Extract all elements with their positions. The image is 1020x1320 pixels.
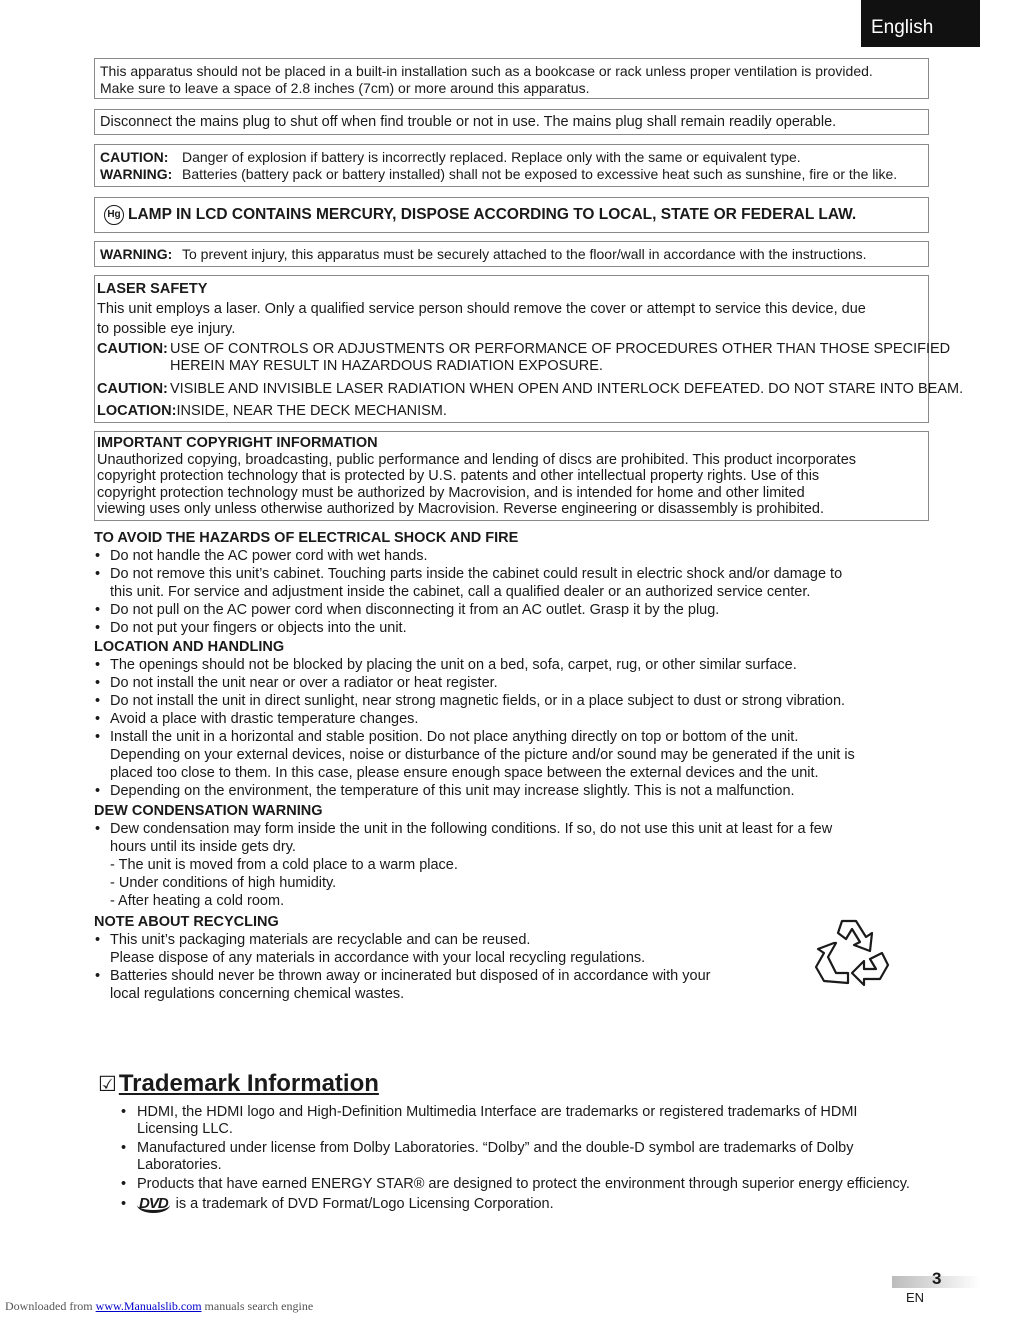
caution-text: VISIBLE AND INVISIBLE LASER RADIATION WHEN OPEN AND INTERLOCK DEFEATED. DO NOT STARE INTO BEAM. <box>170 381 964 397</box>
laser-caution-1 <box>97 341 951 358</box>
laser-caution-2 <box>97 379 964 399</box>
checkbox-icon: ☑ <box>98 1073 117 1096</box>
location-section <box>94 638 929 800</box>
location-title: LOCATION AND HANDLING <box>94 639 285 655</box>
list-item: • Do not put your fingers or objects into the unit. <box>95 620 407 636</box>
hazards-title: TO AVOID THE HAZARDS OF ELECTRICAL SHOCK AND FIRE <box>94 530 519 546</box>
list-item: • Install the unit in a horizontal and stable position. Do not place anything directly on top or bottom of the unit. Depending on your external devices, noise or disturbance of the picture and/or sound may be generated if the unit is placed too close to them. In this case, please ensure enough space between the external devices and the unit. <box>95 729 855 781</box>
battery-caution <box>100 149 923 166</box>
warning-label: WARNING: <box>100 246 173 262</box>
list-item: • HDMI, the HDMI logo and High-Definition Multimedia Interface are trademarks or registered trademarks of HDMI Licensing LLC. <box>121 1104 858 1137</box>
warning-label: WARNING: <box>100 166 173 182</box>
warning-text: To prevent injury, this apparatus must be securely attached to the floor/wall in accordance with the instructions. <box>182 246 867 262</box>
attach-warning <box>94 241 929 267</box>
location-text: INSIDE, NEAR THE DECK MECHANISM. <box>176 403 447 419</box>
laser-safety-box <box>94 275 964 423</box>
list-item: • Manufactured under license from Dolby Laboratories. “Dolby” and the double-D symbol are trademarks of Dolby Laboratories. <box>121 1140 854 1173</box>
recycle-icon <box>812 913 894 991</box>
caution-text: USE OF CONTROLS OR ADJUSTMENTS OR PERFORMANCE OF PROCEDURES OTHER THAN THOSE SPECIFIED <box>170 341 951 357</box>
list-item: • DVD is a trademark of DVD Format/Logo Licensing Corporation. <box>121 1194 554 1212</box>
mercury-hg-icon: Hg <box>104 205 124 225</box>
copyright-line: viewing uses only unless otherwise authorized by Macrovision. Reverse engineering or disassembly is prohibited. <box>97 501 824 517</box>
mercury-line <box>100 204 923 226</box>
copyright-line: copyright protection technology that is protected by U.S. patents and other intellectual property rights. Use of this <box>97 468 820 484</box>
battery-notice <box>94 144 929 187</box>
page-lang-code: EN <box>906 1290 925 1305</box>
mercury-text: LAMP IN LCD CONTAINS MERCURY, DISPOSE ACCORDING TO LOCAL, STATE OR FEDERAL LAW. <box>128 206 857 223</box>
copyright-line: copyright protection technology must be authorized by Macrovision, and is intended for home and other limited <box>97 484 805 501</box>
caution-label: CAUTION: <box>97 381 168 397</box>
dew-condition: - The unit is moved from a cold place to a warm place. <box>110 857 458 873</box>
copyright-box <box>94 431 929 521</box>
footer-prefix: Downloaded from <box>5 1299 93 1313</box>
trademark-list <box>121 1104 931 1216</box>
list-item: • Do not pull on the AC power cord when disconnecting it from an AC outlet. Grasp it by the plug. <box>95 602 720 618</box>
list-item: • Do not install the unit near or over a radiator or heat register. <box>95 675 498 691</box>
laser-intro: This unit employs a laser. Only a qualified service person should remove the cover or attempt to service this device, due <box>97 301 866 317</box>
dvd-logo-icon: DVD <box>139 1194 168 1212</box>
list-item: • The openings should not be blocked by placing the unit on a bed, sofa, carpet, rug, or other similar surface. <box>95 657 797 673</box>
list-item: • Avoid a place with drastic temperature changes. <box>95 711 419 727</box>
list-item: • Products that have earned ENERGY STAR® are designed to protect the environment through superior energy efficiency. <box>121 1176 910 1192</box>
laser-location <box>97 401 926 421</box>
manualslib-link[interactable]: www.Manualslib.com <box>95 1299 202 1313</box>
list-item: • This unit’s packaging materials are recyclable and can be reused. Please dispose of any materials in accordance with your local recycling regulations. <box>95 932 646 966</box>
battery-warning <box>100 166 923 183</box>
hazards-section <box>94 529 929 637</box>
ventilation-notice <box>94 58 929 99</box>
notice-line: Disconnect the mains plug to shut off when find trouble or not in use. The mains plug shall remain readily operable. <box>100 114 837 130</box>
dew-title: DEW CONDENSATION WARNING <box>94 803 323 819</box>
laser-caution-1-cont: HEREIN MAY RESULT IN HAZARDOUS RADIATION EXPOSURE. <box>170 358 603 374</box>
caution-label: CAUTION: <box>97 341 168 357</box>
page-number: 3 <box>932 1269 942 1288</box>
list-item: • Dew condensation may form inside the unit in the following conditions. If so, do not use this unit at least for a few hours until its inside gets dry. <box>95 821 833 855</box>
copyright-title: IMPORTANT COPYRIGHT INFORMATION <box>97 435 378 451</box>
copyright-line: Unauthorized copying, broadcasting, public performance and lending of discs are prohibited. This product incorporates <box>97 451 857 468</box>
footer-suffix: manuals search engine <box>204 1299 314 1313</box>
location-label: LOCATION: <box>97 403 177 419</box>
caution-label: CAUTION: <box>100 149 169 165</box>
recycling-title: NOTE ABOUT RECYCLING <box>94 914 279 930</box>
dew-condition: - After heating a cold room. <box>110 893 285 909</box>
list-item: • Depending on the environment, the temperature of this unit may increase slightly. This is not a malfunction. <box>95 783 795 799</box>
laser-intro: to possible eye injury. <box>97 321 236 337</box>
dew-section <box>94 802 929 910</box>
list-item: • Do not remove this unit’s cabinet. Touching parts inside the cabinet could result in electric shock and/or damage to this unit. For service and adjustment inside the cabinet, call a qualified dealer or an authorized service center. <box>95 566 843 600</box>
dew-condition: - Under conditions of high humidity. <box>110 875 337 891</box>
mains-plug-notice <box>94 109 929 135</box>
list-item: • Do not handle the AC power cord with wet hands. <box>95 548 428 564</box>
caution-text: Danger of explosion if battery is incorrectly replaced. Replace only with the same or equivalent type. <box>182 149 801 165</box>
list-item: • Do not install the unit in direct sunlight, near strong magnetic fields, or in a place subject to dust or strong vibration. <box>95 693 846 709</box>
warning-text: Batteries (battery pack or battery installed) shall not be exposed to excessive heat such as sunshine, fire or the like. <box>182 166 898 182</box>
download-footer <box>5 1299 313 1314</box>
trademark-title: ☑Trademark Information <box>98 1070 379 1097</box>
list-item: • Batteries should never be thrown away or incinerated but disposed of in accordance with your local regulations concerning chemical wastes. <box>95 968 711 1002</box>
laser-title: LASER SAFETY <box>97 281 208 297</box>
mercury-notice <box>94 197 929 233</box>
notice-line: This apparatus should not be placed in a built-in installation such as a bookcase or rack unless proper ventilation is provided. <box>100 63 873 79</box>
attach-warning-line <box>100 246 923 263</box>
notice-line: Make sure to leave a space of 2.8 inches (7cm) or more around this apparatus. <box>100 80 590 96</box>
recycling-section <box>94 913 929 1003</box>
language-tab: English <box>861 0 980 47</box>
